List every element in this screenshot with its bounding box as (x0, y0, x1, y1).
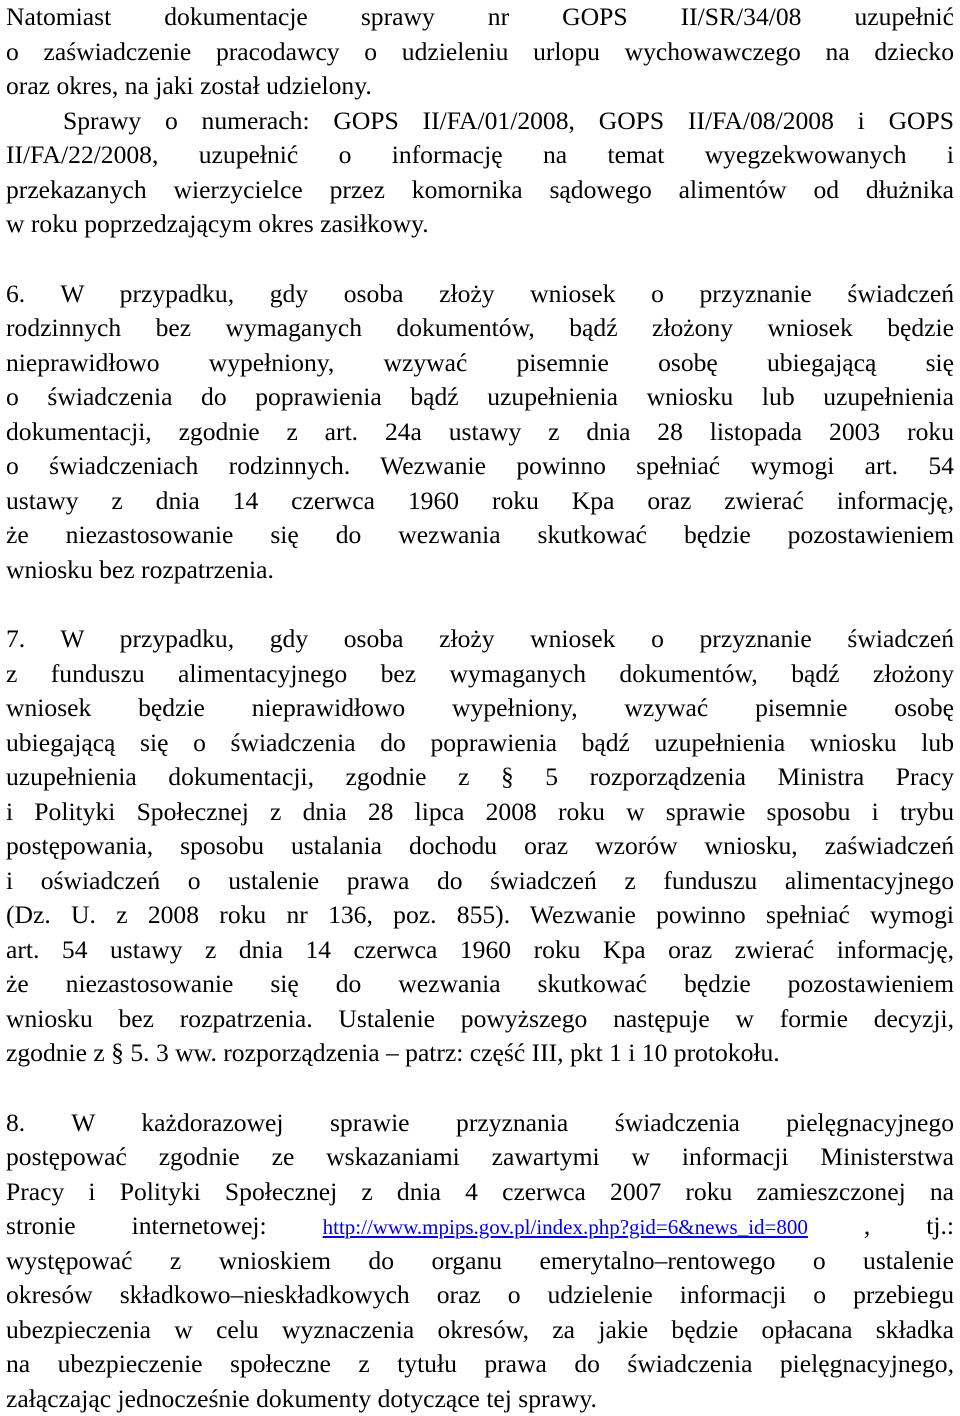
text-line: uzupełnienia dokumentacji, zgodnie z § 5 rozporządzenia Ministra Pracy (6, 760, 954, 795)
text-line: oraz okres, na jaki został udzielony. (6, 69, 954, 104)
text-line: wniosku bez rozpatrzenia. Ustalenie powyższego następuje w formie decyzji, (6, 1002, 954, 1037)
text-line: Natomiast dokumentacje sprawy nr GOPS II/SR/34/08 uzupełnić (6, 0, 954, 35)
text-line: 8. W każdorazowej sprawie przyznania świadczenia pielęgnacyjnego (6, 1106, 954, 1141)
text-line: w roku poprzedzającym okres zasiłkowy. (6, 207, 954, 242)
text-line: rodzinnych bez wymaganych dokumentów, bądź złożony wniosek będzie (6, 311, 954, 346)
text-line: wniosek będzie nieprawidłowo wypełniony, wzywać pisemnie osobę (6, 691, 954, 726)
text-line: że niezastosowanie się do wezwania skutkować będzie pozostawieniem (6, 518, 954, 553)
link-line (6, 1209, 954, 1244)
text-line: o świadczeniach rodzinnych. Wezwanie powinno spełniać wymogi art. 54 (6, 449, 954, 484)
paragraph-gap (6, 1071, 954, 1106)
text-line: o zaświadczenie pracodawcy o udzieleniu urlopu wychowawczego na dziecko (6, 35, 954, 70)
text-line: Pracy i Polityki Społecznej z dnia 4 czerwca 2007 roku zamieszczonej na (6, 1175, 954, 1210)
text-line: ustawy z dnia 14 czerwca 1960 roku Kpa oraz zwierać informację, (6, 484, 954, 519)
paragraph-p-6 (6, 277, 954, 588)
paragraph-p-8 (6, 1106, 954, 1416)
text-line: o świadczenia do poprawienia bądź uzupełnienia wniosku lub uzupełnienia (6, 380, 954, 415)
mpips-link[interactable]: http://www.mpips.gov.pl/index.php?gid=6&news_id=800 (323, 1215, 808, 1239)
link-line-prefix: stronie internetowej: (6, 1211, 323, 1240)
text-line: postępowania, sposobu ustalania dochodu oraz wzorów wniosku, zaświadczeń (6, 829, 954, 864)
text-line: nieprawidłowo wypełniony, wzywać pisemnie osobę ubiegającą się (6, 346, 954, 381)
paragraph-p-top (6, 0, 954, 242)
link-line-suffix: , tj.: (808, 1211, 954, 1240)
text-line: Sprawy o numerach: GOPS II/FA/01/2008, GOPS II/FA/08/2008 i GOPS (6, 104, 954, 139)
text-line: przekazanych wierzycielce przez komornika sądowego alimentów od dłużnika (6, 173, 954, 208)
document-body (6, 0, 954, 1416)
paragraph-gap (6, 587, 954, 622)
text-line: załączając jednocześnie dokumenty dotyczące tej sprawy. (6, 1382, 954, 1416)
text-line: wniosku bez rozpatrzenia. (6, 553, 954, 588)
text-line: że niezastosowanie się do wezwania skutkować będzie pozostawieniem (6, 967, 954, 1002)
text-line: ubezpieczenia w celu wyznaczenia okresów, za jakie będzie opłacana składka (6, 1313, 954, 1348)
text-line: ubiegającą się o świadczenia do poprawienia bądź uzupełnienia wniosku lub (6, 726, 954, 761)
text-line: zgodnie z § 5. 3 ww. rozporządzenia – patrz: część III, pkt 1 i 10 protokołu. (6, 1036, 954, 1071)
text-line: i oświadczeń o ustalenie prawa do świadczeń z funduszu alimentacyjnego (6, 864, 954, 899)
text-line: z funduszu alimentacyjnego bez wymaganych dokumentów, bądź złożony (6, 657, 954, 692)
text-line: (Dz. U. z 2008 roku nr 136, poz. 855). Wezwanie powinno spełniać wymogi (6, 898, 954, 933)
text-line: 6. W przypadku, gdy osoba złoży wniosek o przyznanie świadczeń (6, 277, 954, 312)
text-line: okresów składkowo–nieskładkowych oraz o udzielenie informacji o przebiegu (6, 1278, 954, 1313)
text-line: art. 54 ustawy z dnia 14 czerwca 1960 roku Kpa oraz zwierać informację, (6, 933, 954, 968)
text-line: i Polityki Społecznej z dnia 28 lipca 2008 roku w sprawie sposobu i trybu (6, 795, 954, 830)
text-line: 7. W przypadku, gdy osoba złoży wniosek o przyznanie świadczeń (6, 622, 954, 657)
text-line: występować z wnioskiem do organu emerytalno–rentowego o ustalenie (6, 1244, 954, 1279)
text-line: II/FA/22/2008, uzupełnić o informację na temat wyegzekwowanych i (6, 138, 954, 173)
text-line: postępować zgodnie ze wskazaniami zawartymi w informacji Ministerstwa (6, 1140, 954, 1175)
text-line: na ubezpieczenie społeczne z tytułu prawa do świadczenia pielęgnacyjnego, (6, 1347, 954, 1382)
text-line: dokumentacji, zgodnie z art. 24a ustawy z dnia 28 listopada 2003 roku (6, 415, 954, 450)
paragraph-gap (6, 242, 954, 277)
paragraph-p-7 (6, 622, 954, 1071)
